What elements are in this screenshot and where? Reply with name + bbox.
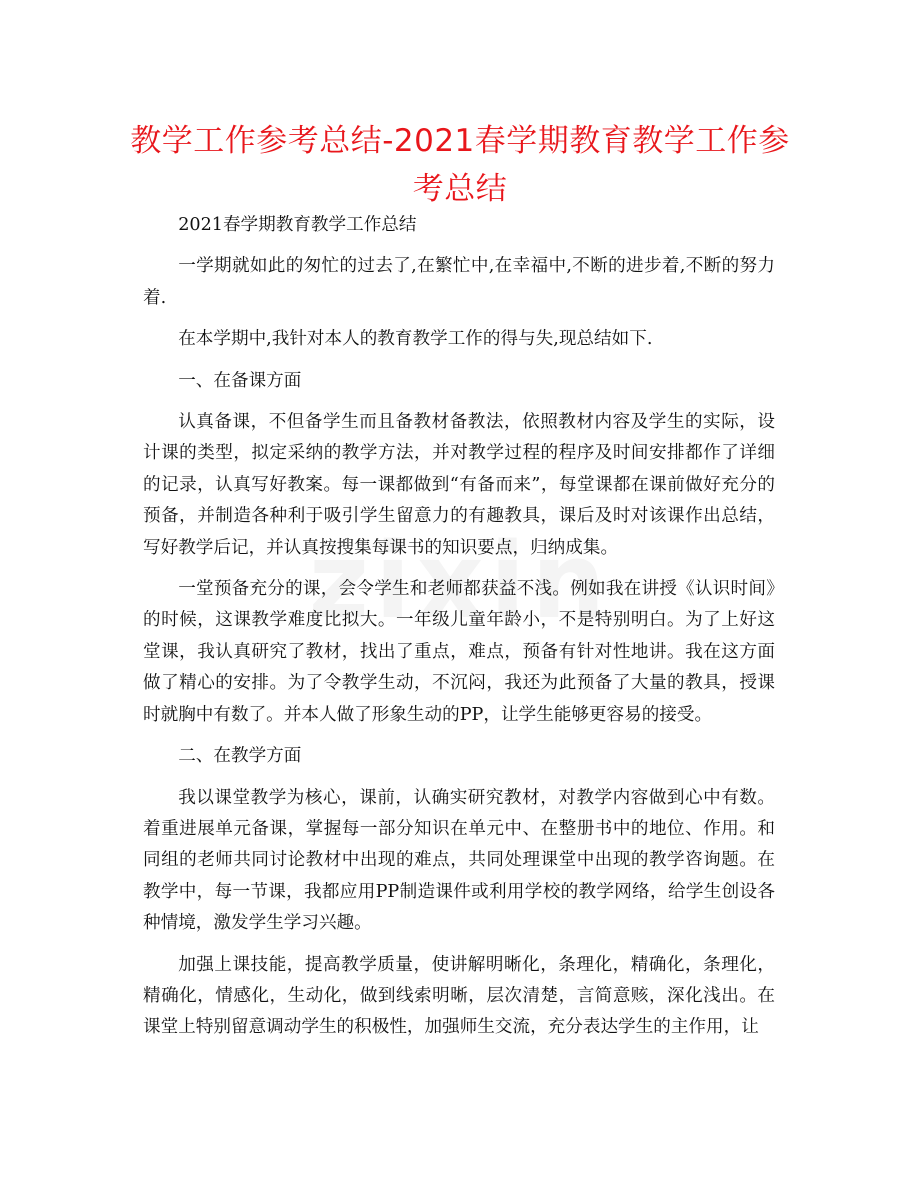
paragraph-subtitle: 2021春学期教育教学工作总结 (178, 215, 417, 235)
section-heading-teaching: 二、在教学方面 (178, 746, 302, 767)
paragraph-skills: 加强上课技能，提高教学质量，使讲解明晰化，条理化，精确化，条理化，精确化，情感化，生动化，做到线索明晰，层次清楚，言简意赅，深化浅出。在课堂上特别留意调动学生的积极性，加强师生交流，充分表达学生的主作用，让 (143, 954, 775, 1038)
paragraph-example: 一堂预备充分的课，会令学生和老师都获益不浅。例如我在讲授《认识时间》的时候，这课教学难度比拟大。一年级儿童年龄小，不是特别明白。为了上好这堂课，我认真研究了教材，找出了重点，难点，预备有针对性地讲。我在这方面做了精心的安排。为了令教学生动，不沉闷，我还为此预备了大量的教具，授课时就胸中有数了。并本人做了形象生动的PP，让学生能够更容易的接受。 (143, 579, 775, 725)
paragraph-preparation: 认真备课，不但备学生而且备教材备教法，依照教材内容及学生的实际，设计课的类型，拟定采纳的教学方法，并对教学过程的程序及时间安排都作了详细的记录，认真写好教案。每一课都做到“有备而来”，每堂课都在课前做好充分的预备，并制造各种利于吸引学生留意力的有趣教具，课后及时对该课作出总结，写好教学后记，并认真按搜集每课书的知识要点，归纳成集。 (143, 412, 775, 558)
document-body (143, 210, 775, 1054)
paragraph-summary-lead: 在本学期中,我针对本人的教育教学工作的得与失,现总结如下. (178, 329, 653, 350)
document-title: 教学工作参考总结-2021春学期教育教学工作参考总结 (130, 123, 790, 207)
paragraph-teaching: 我以课堂教学为核心，课前，认确实研究教材，对教学内容做到心中有数。着重进展单元备课，掌握每一部分知识在单元中、在整册书中的地位、作用。和同组的老师共同讨论教材中出现的难点，共同处理课堂中出现的教学咨询题。在教学中，每一节课，我都应用PP制造课件或利用学校的教学网络，给学生创设各种情境，激发学生学习兴趣。 (143, 787, 775, 934)
paragraph-intro: 一学期就如此的匆忙的过去了,在繁忙中,在幸福中,不断的进步着,不断的努力着. (143, 256, 775, 308)
section-heading-preparation: 一、在备课方面 (178, 370, 302, 391)
